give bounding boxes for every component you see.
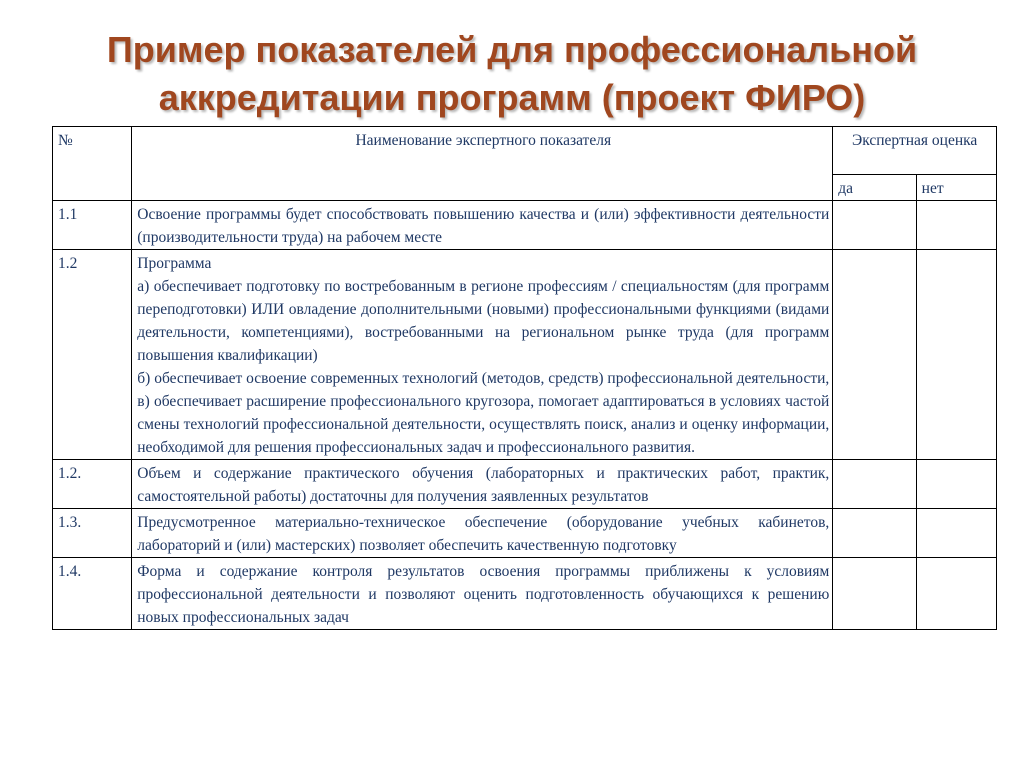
header-indicator-name: Наименование экспертного показателя	[132, 127, 833, 201]
indicators-table	[52, 126, 997, 630]
table-row	[53, 509, 997, 558]
row-indicator-text: Освоение программы будет способствовать повышению качества и (или) эффективности деятельности (производительности труда) на рабочем месте	[132, 201, 833, 250]
header-no: нет	[916, 175, 996, 201]
header-expert-rating: Экспертная оценка	[833, 127, 997, 175]
rating-no-cell[interactable]	[916, 201, 996, 250]
rating-yes-cell[interactable]	[833, 250, 916, 460]
row-indicator-item-c: в) обеспечивает расширение профессионального кругозора, помогает адаптироваться в условиях частой смены технологий профессиональной деятельности, осуществлять поиск, анализ и оценку информации, необходимой для решения профессиональных задач и профессионального развития.	[137, 393, 830, 456]
row-indicator-title: Программа	[137, 255, 212, 272]
row-indicator-text: Форма и содержание контроля результатов освоения программы приближены к условиям профессиональной деятельности и позволяют оценить подготовленность обучающихся к решению новых профессиональных задач	[132, 558, 833, 630]
row-number: 1.2.	[53, 460, 132, 509]
header-num: №	[53, 127, 132, 201]
row-number: 1.4.	[53, 558, 132, 630]
row-number: 1.2	[53, 250, 132, 460]
rating-no-cell[interactable]	[916, 509, 996, 558]
row-indicator-item-b: б) обеспечивает освоение современных технологий (методов, средств) профессиональной деятельности,	[137, 370, 830, 387]
rating-yes-cell[interactable]	[833, 201, 916, 250]
rating-no-cell[interactable]	[916, 250, 996, 460]
row-number: 1.3.	[53, 509, 132, 558]
rating-no-cell[interactable]	[916, 460, 996, 509]
row-indicator-text: Предусмотренное материально-техническое обеспечение (оборудование учебных кабинетов, лабораторий и (или) мастерских) позволяет обеспечить качественную подготовку	[132, 509, 833, 558]
table-row	[53, 201, 997, 250]
row-indicator-text	[132, 250, 833, 460]
row-indicator-item-a: а) обеспечивает подготовку по востребованным в регионе профессиям / специальностям (для программ переподготовки) ИЛИ овладение дополнительными (новыми) профессиональными функциями (видами деятельности, компетенциями), востребованными на региональном рынке труда (для программ повышения квалификации)	[137, 278, 830, 364]
table-row	[53, 460, 997, 509]
header-yes: да	[833, 175, 916, 201]
rating-yes-cell[interactable]	[833, 460, 916, 509]
slide-title	[0, 26, 1024, 122]
row-number: 1.1	[53, 201, 132, 250]
rating-yes-cell[interactable]	[833, 509, 916, 558]
slide-title-line-2: аккредитации программ (проект ФИРО)	[158, 77, 866, 118]
row-indicator-text: Объем и содержание практического обучения (лабораторных и практических работ, практик, самостоятельной работы) достаточны для получения заявленных результатов	[132, 460, 833, 509]
table-row	[53, 250, 997, 460]
rating-yes-cell[interactable]	[833, 558, 916, 630]
rating-no-cell[interactable]	[916, 558, 996, 630]
table-row	[53, 558, 997, 630]
slide-title-line-1: Пример показателей для профессиональной	[106, 29, 918, 70]
table-header-row	[53, 127, 997, 175]
